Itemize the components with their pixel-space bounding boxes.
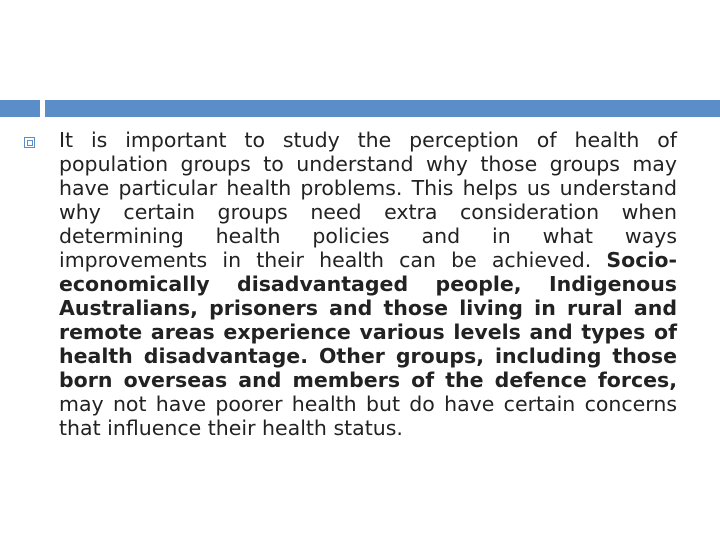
paragraph-text-bold: Socio-economically disadvantaged people, Indigenous Australians, prisoners and those living in rural and remote areas experience various levels and types of health disadvantage. Other groups, including those born overseas and members of the defence forces,	[59, 248, 677, 392]
header-accent-bar-left	[0, 100, 40, 117]
paragraph-text-tail: may not have poorer health but do have certain concerns that influence their health status.	[59, 392, 677, 440]
paragraph-text-regular: It is important to study the perception of health of population groups to understand why those groups may have particular health problems. This helps us understand why certain groups need extra consideration when determining health policies and in what ways improvements in their health can be achieved.	[59, 128, 677, 272]
square-bullet-icon	[24, 137, 35, 148]
header-accent-bar-right	[45, 100, 720, 117]
slide-paragraph	[59, 128, 677, 440]
